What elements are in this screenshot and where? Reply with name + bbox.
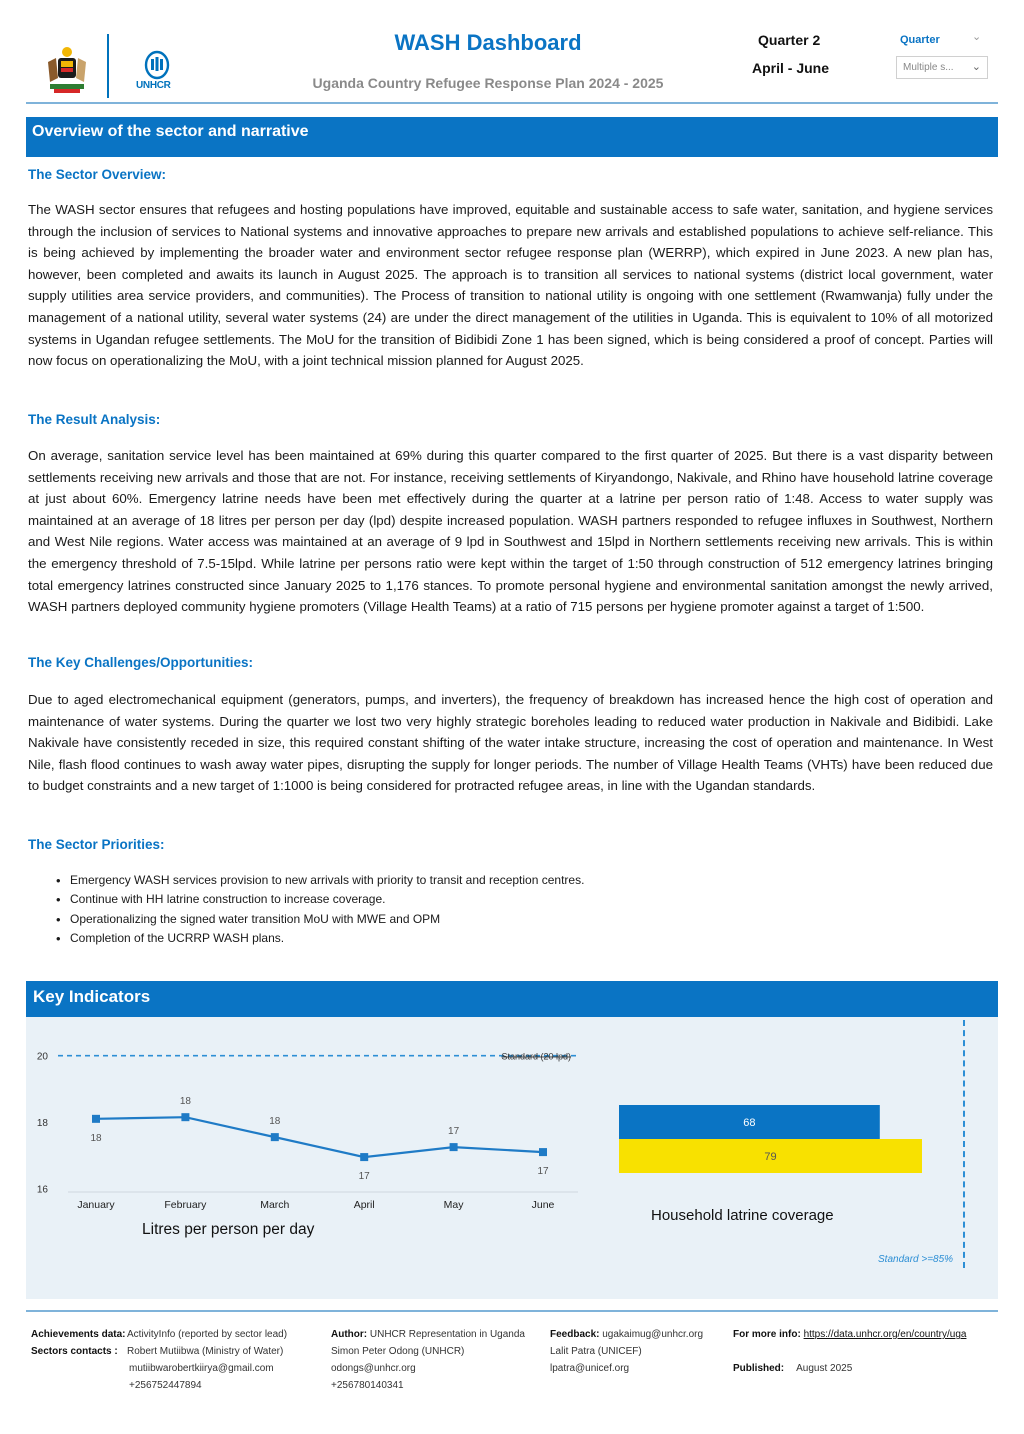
feedback-label: Feedback: [550, 1329, 600, 1340]
latrine-chart-caption: Household latrine coverage [651, 1207, 834, 1224]
more-info-label: For more info: [733, 1329, 801, 1340]
y-tick-label: 20 [36, 1051, 48, 1063]
feedback-email[interactable]: ugakaimug@unhcr.org [602, 1329, 704, 1340]
footer-feedback [550, 1326, 722, 1377]
more-info-link[interactable]: https://data.unhcr.org/en/country/uga [803, 1329, 967, 1340]
quarter-filter-select[interactable] [896, 56, 988, 79]
challenges-text: Due to aged electromechanical equipment (generators, pumps, and inverters), the frequency of breakdown has increased hence the high cost of operation and maintenance of water systems. During the quarter we lost two very highly strategic boreholes leading to reduced water production in Nakivale and Bidibidi. Lake Nakivale have consistently receded in size, this required constant shifting of the water intake structure, increasing the cost of operation and maintenance. In West Nile, flash flood continues to wash away water pipes, disrupting the supply for longer periods. The number of Village Health Teams (VHTs) have been reduced due to budget constraints and a new target of 1:1000 is being considered for protracted refugee areas, in line with the Ugandan standards. [28, 692, 993, 794]
list-item: • Emergency WASH services provision to new arrivals with priority to transit and reception centres. [52, 871, 752, 890]
page-header [0, 0, 1024, 104]
data-label: 18 [269, 1116, 281, 1128]
quarter-filter-title: Quarter [900, 34, 940, 46]
footer-more-info [733, 1326, 995, 1377]
x-tick-label: February [164, 1199, 207, 1211]
author-value: UNHCR Representation in Uganda [369, 1329, 525, 1340]
author-contact-name: Simon Peter Odong (UNHCR) [331, 1346, 465, 1357]
feedback-contact-email[interactable]: lpatra@unicef.org [550, 1363, 630, 1374]
unhcr-logo-text: UNHCR [136, 80, 171, 91]
chevron-down-icon[interactable]: ⌄ [972, 31, 982, 43]
sector-overview-heading: The Sector Overview: [28, 167, 167, 182]
chevron-down-icon: ⌄ [971, 61, 981, 73]
indicators-divider [963, 1020, 965, 1268]
result-analysis-heading: The Result Analysis: [28, 412, 161, 427]
x-tick-label: April [353, 1199, 375, 1211]
page-title: WASH Dashboard [394, 30, 582, 55]
series-line [96, 1117, 543, 1157]
latrine-coverage-bar-chart [605, 1095, 955, 1185]
published-value: August 2025 [796, 1363, 853, 1374]
contact-phone: +256752447894 [129, 1380, 202, 1391]
data-point [360, 1153, 368, 1161]
data-point [450, 1143, 458, 1151]
header-divider [107, 34, 109, 98]
list-item: • Continue with HH latrine construction to increase coverage. [52, 890, 752, 909]
standard-reference-label: Standard (20 lpd) [501, 1051, 571, 1062]
y-tick-label: 18 [36, 1118, 48, 1130]
list-item: • Operationalizing the signed water transition MoU with MWE and OPM [52, 910, 752, 929]
quarter-label: Quarter 2 [758, 32, 821, 48]
x-tick-label: May [443, 1199, 464, 1211]
result-analysis-text: On average, sanitation service level has been maintained at 69% during this quarter compared to the first quarter of 2025. But there is a vast disparity between settlements receiving new arrivals and those that are not. For instance, receiving settlements of Kiryandongo, Nakivale, and Rhino have household latrine coverage at just about 60%. Emergency latrine needs have been met effectively during the quarter at a latrine per person ratio of 1:48. Access to water supply was maintained at an average of 18 litres per person per day (lpd) despite increased population. WASH partners responded to refugee influxes in Southwest, Northern and West Nile regions. Water access was maintained at an average of 9 lpd in Southwest and 15lpd in Northern settlements receiving new arrivals. This is within the emergency threshold of 7.5-15lpd. While latrine per persons ratio were kept within the target of 1:50 through construction of 512 emergency latrines bringing total emergency latrines constructed since January 2025 to 1,176 stances. To promote personal hygiene and environmental sanitation amongst the newly arrived, WASH partners deployed community hygiene promoters (Village Health Teams) at a ratio of 715 persons per hygiene promoter against a target of 1:500. [28, 448, 993, 615]
months-label: April - June [752, 60, 830, 76]
challenges-heading: The Key Challenges/Opportunities: [28, 655, 254, 670]
quarter-filter-value: Multiple s... [903, 62, 954, 73]
y-tick-label: 16 [36, 1184, 48, 1196]
page-subtitle: Uganda Country Refugee Response Plan 2024 - 2025 [312, 75, 664, 91]
data-point [92, 1115, 100, 1123]
standard-note: Standard >=85% [878, 1254, 954, 1265]
author-label: Author: [331, 1329, 368, 1340]
contact-name: Robert Mutiibwa (Ministry of Water) [127, 1346, 284, 1357]
header-rule [26, 102, 998, 104]
data-label: 17 [537, 1166, 549, 1178]
sector-overview-text: The WASH sector ensures that refugees and hosting populations have improved, equitable and sustainable access to safe water, sanitation, and hygiene services through the inclusion of services to National systems and innovative approaches to prepare new arrivals and established populations to achieve self-reliance. This is being achieved by implementing the broader water and environment sector refugee response plan (WERRP), which expired in June 2023. A new plan has, however, been completed and awaits its launch in August 2025. The approach is to transition all services to national systems (district local government, water supply utilities area service providers, and communities). The Process of transition to national utility is ongoing with one settlement (Rwamwanja) fully under the management of a national utility, several water systems (24) are under the direct management of the utilities in Uganda. This is equivalent to 10% of all motorized systems in Ugandan refugee settlements. The MoU for the transition of Bidibidi Zone 1 has been signed, which is being considered a proof of concept. Parties will now focus on operationalizing the MoU, with a joint technical mission planned for August 2025. [28, 202, 993, 369]
achievements-label: Achievements data: [31, 1329, 126, 1340]
footer-author [331, 1326, 543, 1394]
overview-section-title: Overview of the sector and narrative [26, 117, 998, 157]
x-tick-label: March [260, 1199, 290, 1211]
published-label: Published: [733, 1363, 785, 1374]
contacts-label: Sectors contacts : [31, 1346, 118, 1357]
author-contact-email[interactable]: odongs@unhcr.org [331, 1363, 416, 1374]
feedback-contact-name: Lalit Patra (UNICEF) [550, 1346, 642, 1357]
uganda-coat-of-arms-icon [44, 44, 90, 94]
x-tick-label: January [77, 1199, 115, 1211]
data-label: 17 [358, 1171, 370, 1183]
data-point [539, 1148, 547, 1156]
data-point [181, 1113, 189, 1121]
footer-rule [26, 1310, 998, 1312]
footer-sources [31, 1326, 321, 1394]
bar-value-label: 79 [764, 1151, 777, 1163]
contact-email[interactable]: mutiibwarobertkiirya@gmail.com [129, 1363, 274, 1374]
data-label: 18 [179, 1096, 191, 1108]
bar-value-label: 68 [743, 1117, 756, 1129]
priorities-heading: The Sector Priorities: [28, 837, 165, 852]
author-contact-phone: +256780140341 [331, 1380, 404, 1391]
x-tick-label: June [531, 1199, 555, 1211]
list-item: • Completion of the UCRRP WASH plans. [52, 929, 752, 948]
priorities-list [52, 871, 752, 948]
data-label: 17 [448, 1126, 460, 1138]
key-indicators-title: Key Indicators [26, 981, 998, 1017]
line-chart-caption: Litres per person per day [142, 1221, 315, 1238]
achievements-value: ActivityInfo (reported by sector lead) [127, 1329, 288, 1340]
data-label: 18 [90, 1132, 102, 1144]
unhcr-logo-icon [134, 50, 180, 96]
data-point [271, 1133, 279, 1141]
